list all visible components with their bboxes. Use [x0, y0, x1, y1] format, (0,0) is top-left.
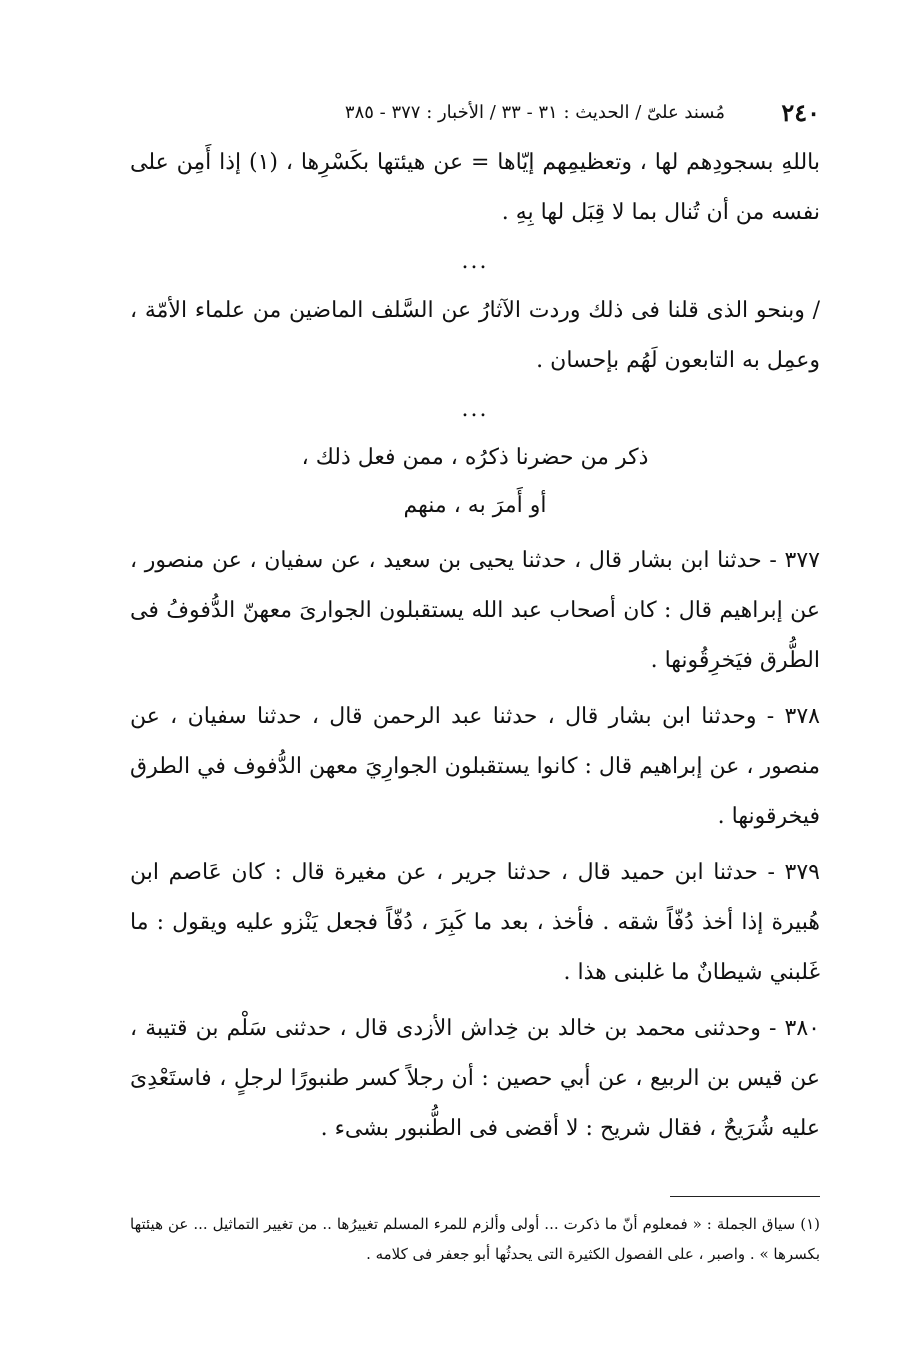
separator-2: ...	[461, 397, 489, 422]
hadith-378: ٣٧٨ - وحدثنا ابن بشار قال ، حدثنا عبد الرحمن قال ، حدثنا سفيان ، عن منصور ، عن إبراهيم قال : كانوا يستقبلون الجوارِيَ معهن الدُّفوف في الطرق فيخرقونها .	[130, 704, 820, 829]
hadith-380: ٣٨٠ - وحدثنى محمد بن خالد بن خِداش الأزدى قال ، حدثنى سَلْم بن قتيبة ، عن قيس بن الربيع ، عن أبي حصين : أن رجلاً كسر طنبورًا لرجلٍ ، فاستَعْدِىَ عليه شُرَيحٌ ، فقال شريح : لا أقضى فى الطُّنبور بشىء .	[130, 1016, 820, 1141]
page-number: ٢٤٠	[781, 98, 820, 127]
footnote-divider	[670, 1196, 820, 1197]
separator-1: ...	[461, 249, 489, 274]
section-heading-line-1: ذكر من حضرنا ذكرُه ، ممن فعل ذلك ،	[301, 445, 649, 470]
hadith-379: ٣٧٩ - حدثنا ابن حميد قال ، حدثنا جرير ، عن مغيرة قال : كان عَاصم ابن هُبيرة إذا أخذ دُفّاً شقه . فأخذ ، بعد ما كَبِرَ ، دُفّاً فجعل يَنْزو عليه ويقول : ما غَلبني شيطانٌ ما غلبنى هذا .	[130, 860, 820, 985]
section-heading-line-2: أو أَمرَ به ، منهم	[403, 493, 547, 518]
intro-paragraph-1: باللهِ بسجودِهم لها ، وتعظيمِهم إيّاها = عن هيئتها بكَسْرِها ، (١) إذا أَمِن على نفسه من أن تُنال بما لا قِبَل لها بِهِ .	[130, 150, 820, 225]
intro-paragraph-2: / وبنحو الذى قلنا فى ذلك وردت الآثارُ عن السَّلف الماضين من علماء الأمّة ، وعمِل به التابعون لَهُم بإحسان .	[130, 298, 820, 373]
hadith-377: ٣٧٧ - حدثنا ابن بشار قال ، حدثنا يحيى بن سعيد ، عن سفيان ، عن منصور ، عن إبراهيم قال : كان أصحاب عبد الله يستقبلون الجوارىَ معهنّ الدُّفوفُ فى الطُّرق فيَخرِقُونها .	[130, 548, 820, 673]
book-page	[130, 90, 820, 1284]
page-header	[130, 90, 820, 138]
section-heading	[130, 434, 820, 530]
footnote-1: (١) سياق الجملة : « فمعلوم أنّ ما ذكرت ... أولى وألزم للمرء المسلم تغييرُها .. من تغيير التماثيل ... عن هيئتها بكسرها » . واصبر ، على الفصول الكثيرة التى يحدثُها أبو جعفر فى كلامه .	[130, 1215, 820, 1263]
running-title: مُسند علىّ / الحديث : ٣١ - ٣٣ / الأخبار : ٣٧٧ - ٣٨٥	[344, 102, 725, 123]
